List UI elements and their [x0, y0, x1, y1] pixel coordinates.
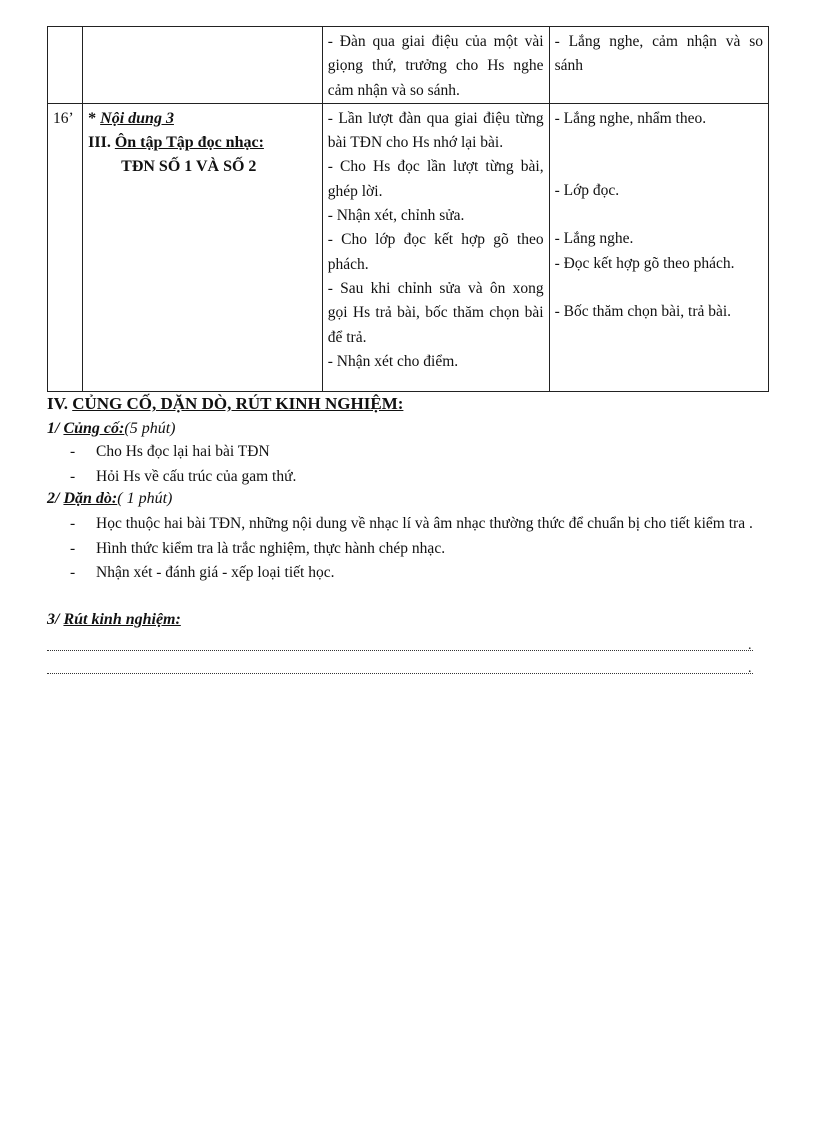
student-activity-cell: [549, 103, 768, 391]
list-item: [70, 465, 770, 490]
line-end-dot: .: [748, 661, 752, 676]
list-item-text: Hỏi Hs về cấu trúc của gam thứ.: [96, 467, 297, 485]
student-step: - Bốc thăm chọn bài, trả bài.: [554, 303, 732, 321]
table-row: [48, 27, 769, 104]
dotted-writing-line: [47, 650, 753, 651]
student-activity-cell: - Lắng nghe, cảm nhận và so sánh: [549, 27, 768, 104]
dotted-writing-line: [47, 673, 753, 674]
part2-note: ( 1 phút): [117, 490, 173, 507]
content-heading: [88, 107, 317, 131]
part1-number: 1/: [47, 420, 64, 437]
part1-label: Củng cố:: [63, 420, 125, 437]
content-title: [88, 131, 317, 155]
list-item: [70, 512, 770, 537]
part3-label: Rút kinh nghiệm:: [63, 611, 181, 628]
content-heading-text: Nội dung 3: [100, 109, 174, 127]
content-cell: [83, 27, 323, 104]
part1-note: (5 phút): [124, 420, 176, 437]
list-dash: -: [70, 443, 76, 460]
list-dash: -: [70, 515, 76, 532]
part2-number: 2/: [47, 490, 64, 507]
teacher-step: - Lần lượt đàn qua giai điệu từng bài TĐN cho Hs nhớ lại bài.: [327, 109, 544, 152]
list-dash: -: [70, 467, 76, 485]
content-title-text: Ôn tập Tập đọc nhạc:: [114, 133, 264, 151]
section-roman: IV.: [47, 394, 73, 413]
list-item: [70, 561, 770, 586]
part1-list: [70, 440, 770, 489]
student-step: - Lắng nghe, nhẩm theo.: [554, 109, 707, 127]
content-roman: III.: [88, 133, 115, 151]
table-row: [48, 103, 769, 391]
part2-heading: [47, 488, 172, 510]
section-heading: [47, 392, 403, 416]
student-step: - Lớp đọc.: [554, 182, 620, 200]
line-end-dot: .: [748, 638, 752, 653]
teacher-step: - Sau khi chỉnh sửa và ôn xong gọi Hs trả bài, bốc thăm chọn bài để trả.: [327, 279, 544, 346]
teacher-step: - Cho Hs đọc lần lượt từng bài, ghép lời.: [327, 158, 544, 200]
teacher-activity-cell: - Đàn qua giai điệu của một vài giọng thứ, trưởng cho Hs nghe cảm nhận và so sánh.: [322, 27, 549, 104]
teacher-step: - Cho lớp đọc kết hợp gõ theo phách.: [327, 231, 544, 273]
part3-heading: [47, 609, 181, 631]
teacher-activity-cell: [322, 103, 549, 391]
time-cell: [48, 27, 83, 104]
part2-label: Dặn dò:: [63, 490, 118, 507]
student-step: - Lắng nghe.: [554, 230, 634, 248]
list-dash: -: [70, 539, 76, 557]
content-cell: [83, 103, 323, 391]
list-item: [70, 537, 770, 562]
list-item-text: Học thuộc hai bài TĐN, những nội dung về nhạc lí và âm nhạc thường thức để chuẩn bị cho tiết kiểm tra .: [96, 515, 753, 532]
content-prefix: *: [88, 109, 101, 127]
lesson-plan-table: [47, 26, 769, 392]
list-item-text: Cho Hs đọc lại hai bài TĐN: [96, 443, 270, 460]
time-cell: 16’: [48, 103, 83, 391]
list-item-text: Hình thức kiểm tra là trắc nghiệm, thực hành chép nhạc.: [96, 539, 446, 557]
list-dash: -: [70, 564, 76, 581]
section-title: CỦNG CỐ, DẶN DÒ, RÚT KINH NGHIỆM:: [72, 394, 404, 413]
part3-number: 3/: [47, 611, 64, 628]
list-item: [70, 440, 770, 465]
part1-heading: [47, 418, 175, 440]
content-subtitle: TĐN SỐ 1 VÀ SỐ 2: [121, 157, 257, 175]
part2-list: [70, 512, 770, 586]
teacher-step: - Nhận xét, chỉnh sửa.: [327, 207, 465, 225]
teacher-step: - Nhận xét cho điểm.: [327, 352, 459, 370]
list-item-text: Nhận xét - đánh giá - xếp loại tiết học.: [96, 564, 335, 581]
student-step: - Đọc kết hợp gõ theo phách.: [554, 254, 735, 272]
